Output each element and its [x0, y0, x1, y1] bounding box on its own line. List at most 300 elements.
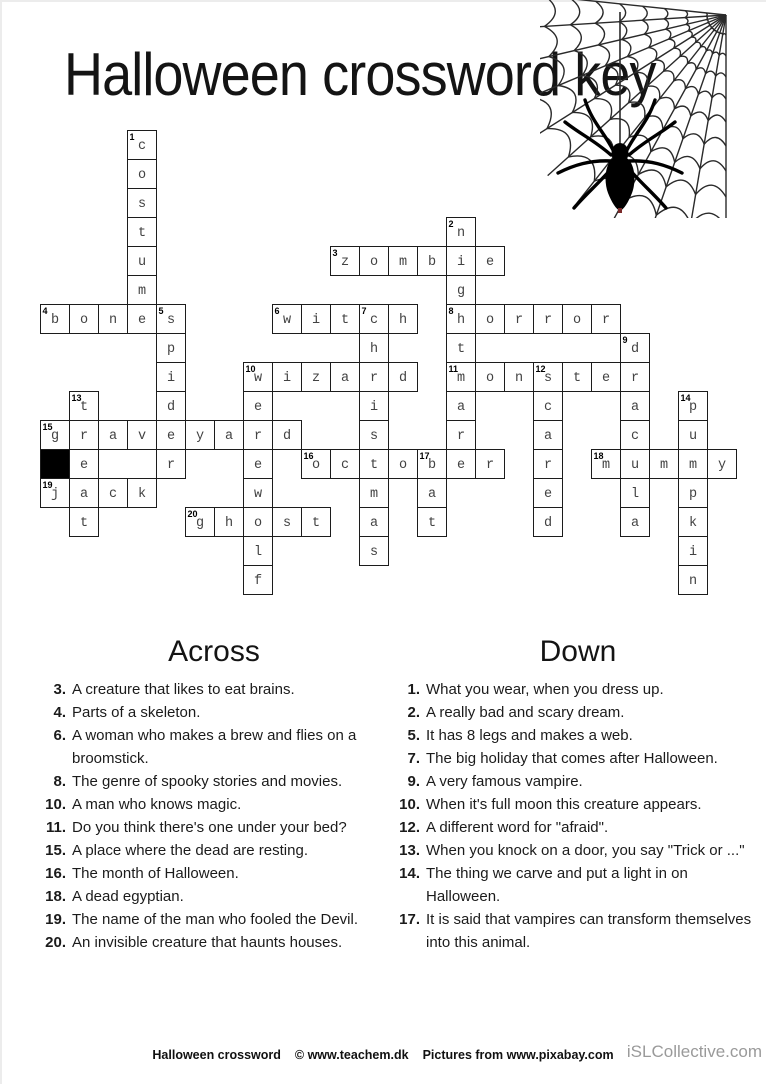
grid-cell — [475, 304, 505, 334]
across-clue-item — [38, 678, 390, 701]
cell-letter: i — [688, 545, 698, 560]
grid-cell — [40, 420, 70, 450]
cell-letter: c — [340, 458, 350, 473]
down-clue-item — [392, 839, 764, 862]
cell-letter: i — [456, 255, 466, 270]
cell-number: 19 — [42, 479, 53, 490]
cell-letter: z — [311, 371, 321, 386]
cell-letter: s — [166, 313, 176, 328]
clue-number: 18. — [45, 888, 66, 905]
clue-number: 9. — [407, 773, 420, 790]
grid-cell — [678, 420, 708, 450]
down-clue-item — [392, 678, 764, 701]
grid-cell — [156, 420, 186, 450]
grid-cell — [243, 507, 273, 537]
cell-number: 9 — [622, 334, 628, 345]
cell-number: 20 — [187, 508, 198, 519]
across-section — [38, 634, 390, 954]
cell-letter: c — [108, 487, 118, 502]
cell-letter: h — [398, 313, 408, 328]
grid-cell — [69, 391, 99, 421]
cell-letter: a — [340, 371, 350, 386]
grid-cell — [127, 478, 157, 508]
down-section — [392, 634, 764, 954]
cell-letter: d — [282, 429, 292, 444]
grid-cell — [272, 362, 302, 392]
clue-text: Parts of a skeleton. — [72, 704, 201, 721]
grid-cell — [127, 420, 157, 450]
grid-cell — [359, 362, 389, 392]
grid-cell — [678, 565, 708, 595]
clue-text: The big holiday that comes after Halloween. — [426, 750, 718, 767]
down-clue-item — [392, 724, 764, 747]
grid-cell — [678, 391, 708, 421]
clue-number: 5. — [407, 727, 420, 744]
grid-cell — [475, 246, 505, 276]
grid-cell — [446, 304, 476, 334]
cell-number: 15 — [42, 421, 53, 432]
down-clue-item — [392, 862, 764, 908]
cell-letter: m — [137, 284, 147, 299]
cell-letter: o — [79, 313, 89, 328]
grid-cell — [359, 391, 389, 421]
cell-letter: o — [398, 458, 408, 473]
across-clue-item — [38, 931, 390, 954]
grid-cell — [620, 420, 650, 450]
grid-cell — [446, 420, 476, 450]
cell-letter: e — [485, 255, 495, 270]
cell-letter: b — [427, 458, 437, 473]
cell-number: 16 — [303, 450, 314, 461]
across-clue-item — [38, 908, 390, 931]
cell-letter: a — [456, 400, 466, 415]
cell-letter: a — [224, 429, 234, 444]
grid-cell — [127, 246, 157, 276]
across-clue-item — [38, 839, 390, 862]
cell-letter: u — [688, 429, 698, 444]
grid-cell — [330, 362, 360, 392]
grid-cell — [185, 507, 215, 537]
grid-cell — [388, 362, 418, 392]
clue-number: 17. — [399, 911, 420, 928]
cell-letter: t — [79, 516, 89, 531]
grid-cell — [620, 507, 650, 537]
cell-letter: r — [543, 313, 553, 328]
grid-cell — [649, 449, 679, 479]
grid-cell — [330, 304, 360, 334]
grid-cell — [533, 507, 563, 537]
cell-letter: a — [630, 400, 640, 415]
grid-cell — [562, 304, 592, 334]
cell-letter: t — [456, 342, 466, 357]
cell-letter: w — [282, 313, 292, 328]
cell-letter: o — [253, 516, 263, 531]
clue-text: The month of Halloween. — [72, 865, 239, 882]
grid-cell — [504, 304, 534, 334]
across-clue-item — [38, 770, 390, 793]
grid-cell — [272, 507, 302, 537]
cell-letter: d — [630, 342, 640, 357]
grid-cell — [359, 420, 389, 450]
down-clue-item — [392, 770, 764, 793]
cell-letter: t — [79, 400, 89, 415]
cell-letter: p — [166, 342, 176, 357]
crossword-grid — [40, 130, 740, 596]
cell-letter: o — [572, 313, 582, 328]
cell-letter: u — [630, 458, 640, 473]
cell-number: 8 — [448, 305, 454, 316]
cell-letter: n — [456, 226, 466, 241]
grid-cell — [504, 362, 534, 392]
across-clue-item — [38, 862, 390, 885]
cell-letter: o — [369, 255, 379, 270]
grid-cell — [620, 391, 650, 421]
clue-number: 20. — [45, 934, 66, 951]
grid-cell — [533, 478, 563, 508]
grid-cell — [446, 362, 476, 392]
clue-text: The thing we carve and put a light in on Halloween. — [426, 865, 688, 905]
cell-letter: g — [195, 516, 205, 531]
cell-letter: t — [311, 516, 321, 531]
cell-letter: t — [572, 371, 582, 386]
clue-number: 13. — [399, 842, 420, 859]
grid-cell — [359, 246, 389, 276]
grid-cell — [127, 159, 157, 189]
cell-number: 6 — [274, 305, 280, 316]
cell-letter: f — [253, 574, 263, 589]
grid-cell — [243, 362, 273, 392]
cell-letter: l — [253, 545, 263, 560]
cell-letter: r — [601, 313, 611, 328]
clue-text: An invisible creature that haunts houses. — [72, 934, 343, 951]
down-clue-item — [392, 908, 764, 954]
grid-cell — [127, 188, 157, 218]
grid-cell — [591, 362, 621, 392]
clue-number: 10. — [45, 796, 66, 813]
grid-cell — [40, 478, 70, 508]
grid-cell — [533, 391, 563, 421]
grid-cell — [446, 333, 476, 363]
footer-credit: Halloween crossword — [152, 1048, 281, 1062]
cell-letter: d — [398, 371, 408, 386]
cell-number: 5 — [158, 305, 164, 316]
cell-number: 17 — [419, 450, 430, 461]
across-clue-item — [38, 724, 390, 770]
cell-letter: h — [224, 516, 234, 531]
clue-text: The genre of spooky stories and movies. — [72, 773, 343, 790]
cell-letter: c — [369, 313, 379, 328]
grid-cell — [156, 333, 186, 363]
grid-cell — [243, 478, 273, 508]
cell-letter: r — [253, 429, 263, 444]
grid-cell — [98, 420, 128, 450]
grid-cell — [533, 420, 563, 450]
cell-letter: p — [688, 487, 698, 502]
cell-letter: e — [253, 400, 263, 415]
grid-cell — [301, 507, 331, 537]
footer-credit: © www.teachem.dk — [294, 1048, 409, 1062]
cell-letter: u — [137, 255, 147, 270]
grid-cell — [69, 420, 99, 450]
grid-cell — [243, 449, 273, 479]
grid-cell — [243, 420, 273, 450]
cell-letter: g — [50, 429, 60, 444]
cell-letter: c — [543, 400, 553, 415]
grid-cell — [69, 478, 99, 508]
grid-cell — [678, 449, 708, 479]
cell-letter: w — [253, 487, 263, 502]
cell-number: 4 — [42, 305, 48, 316]
grid-cell — [678, 507, 708, 537]
cell-letter: o — [485, 371, 495, 386]
clue-number: 11. — [45, 819, 66, 836]
cell-letter: e — [253, 458, 263, 473]
down-clue-item — [392, 793, 764, 816]
clue-text: Do you think there's one under your bed? — [72, 819, 347, 836]
clue-text: A different word for "afraid". — [426, 819, 609, 836]
cell-letter: i — [311, 313, 321, 328]
grid-cell — [127, 304, 157, 334]
grid-cell — [388, 246, 418, 276]
cell-letter: o — [485, 313, 495, 328]
cell-number: 18 — [593, 450, 604, 461]
grid-cell — [127, 275, 157, 305]
grid-cell — [533, 449, 563, 479]
clue-number: 12. — [399, 819, 420, 836]
cell-letter: m — [601, 458, 611, 473]
clue-number: 4. — [53, 704, 66, 721]
cell-letter: s — [369, 545, 379, 560]
cell-number: 13 — [71, 392, 82, 403]
cell-letter: h — [369, 342, 379, 357]
page-title: Halloween crossword key — [64, 41, 656, 108]
clue-text: A woman who makes a brew and flies on a broomstick. — [72, 727, 357, 767]
grid-cell — [359, 478, 389, 508]
clue-number: 10. — [399, 796, 420, 813]
clue-number: 2. — [407, 704, 420, 721]
cell-letter: r — [79, 429, 89, 444]
cell-letter: g — [456, 284, 466, 299]
cell-letter: v — [137, 429, 147, 444]
cell-letter: c — [630, 429, 640, 444]
grid-cell — [214, 507, 244, 537]
grid-cell — [562, 362, 592, 392]
cell-letter: r — [543, 458, 553, 473]
grid-cell — [243, 565, 273, 595]
clue-text: A very famous vampire. — [426, 773, 583, 790]
cell-letter: m — [369, 487, 379, 502]
black-cell — [40, 449, 70, 479]
cell-letter: t — [137, 226, 147, 241]
grid-cell — [127, 130, 157, 160]
cell-letter: r — [514, 313, 524, 328]
cell-letter: c — [137, 139, 147, 154]
cell-letter: a — [630, 516, 640, 531]
grid-cell — [591, 304, 621, 334]
grid-cell — [127, 217, 157, 247]
cell-letter: n — [108, 313, 118, 328]
grid-cell — [243, 536, 273, 566]
grid-cell — [707, 449, 737, 479]
cell-letter: i — [282, 371, 292, 386]
grid-cell — [417, 478, 447, 508]
grid-cell — [40, 304, 70, 334]
grid-cell — [359, 536, 389, 566]
grid-cell — [301, 362, 331, 392]
grid-cell — [359, 304, 389, 334]
grid-cell — [69, 304, 99, 334]
across-clue-item — [38, 701, 390, 724]
cell-letter: o — [311, 458, 321, 473]
cell-letter: k — [688, 516, 698, 531]
grid-cell — [243, 391, 273, 421]
cell-letter: t — [427, 516, 437, 531]
grid-cell — [156, 362, 186, 392]
grid-cell — [301, 449, 331, 479]
cell-letter: r — [166, 458, 176, 473]
cell-number: 10 — [245, 363, 256, 374]
grid-cell — [475, 449, 505, 479]
cell-letter: s — [282, 516, 292, 531]
cell-letter: b — [427, 255, 437, 270]
clue-text: What you wear, when you dress up. — [426, 681, 664, 698]
grid-cell — [446, 391, 476, 421]
grid-cell — [388, 304, 418, 334]
clue-number: 6. — [53, 727, 66, 744]
clue-text: A really bad and scary dream. — [426, 704, 625, 721]
cell-letter: r — [485, 458, 495, 473]
clue-number: 7. — [407, 750, 420, 767]
grid-cell — [446, 275, 476, 305]
cell-letter: e — [601, 371, 611, 386]
down-clue-list — [392, 678, 764, 954]
cell-number: 14 — [680, 392, 691, 403]
cell-letter: m — [688, 458, 698, 473]
across-heading: Across — [168, 635, 260, 668]
grid-cell — [620, 333, 650, 363]
clue-text: A man who knows magic. — [72, 796, 242, 813]
cell-letter: h — [456, 313, 466, 328]
across-clue-list — [38, 678, 390, 954]
grid-cell — [417, 507, 447, 537]
grid-cell — [330, 246, 360, 276]
clue-number: 19. — [45, 911, 66, 928]
clue-number: 8. — [53, 773, 66, 790]
cell-letter: t — [340, 313, 350, 328]
grid-cell — [388, 449, 418, 479]
cell-letter: e — [137, 313, 147, 328]
clue-number: 16. — [45, 865, 66, 882]
cell-letter: d — [543, 516, 553, 531]
grid-cell — [417, 246, 447, 276]
cell-letter: i — [166, 371, 176, 386]
cell-letter: d — [166, 400, 176, 415]
cell-letter: e — [543, 487, 553, 502]
clue-text: It has 8 legs and makes a web. — [426, 727, 633, 744]
cell-letter: k — [137, 487, 147, 502]
clue-number: 15. — [45, 842, 66, 859]
cell-letter: y — [195, 429, 205, 444]
cell-letter: t — [369, 458, 379, 473]
cell-letter: r — [456, 429, 466, 444]
clue-text: When you knock on a door, you say "Trick or ..." — [426, 842, 745, 859]
grid-cell — [533, 304, 563, 334]
down-clue-item — [392, 747, 764, 770]
watermark: iSLCollective.com — [626, 1042, 762, 1061]
grid-cell — [330, 449, 360, 479]
grid-cell — [359, 507, 389, 537]
grid-cell — [446, 449, 476, 479]
cell-letter: r — [369, 371, 379, 386]
cell-number: 12 — [535, 363, 546, 374]
grid-cell — [678, 478, 708, 508]
cell-letter: e — [456, 458, 466, 473]
cell-letter: e — [166, 429, 176, 444]
cell-letter: j — [50, 487, 60, 502]
cell-letter: i — [369, 400, 379, 415]
footer-credit: Pictures from www.pixabay.com — [422, 1048, 614, 1062]
cell-letter: m — [398, 255, 408, 270]
cell-letter: s — [137, 197, 147, 212]
cell-letter: n — [688, 574, 698, 589]
clue-number: 14. — [399, 865, 420, 882]
cell-letter: b — [50, 313, 60, 328]
cell-number: 2 — [448, 218, 454, 229]
grid-cell — [272, 420, 302, 450]
grid-cell — [98, 478, 128, 508]
grid-cell — [156, 449, 186, 479]
grid-cell — [98, 304, 128, 334]
clue-text: A place where the dead are resting. — [72, 842, 308, 859]
cell-letter: y — [717, 458, 727, 473]
cell-letter: l — [630, 487, 640, 502]
grid-cell — [214, 420, 244, 450]
grid-cell — [156, 304, 186, 334]
grid-cell — [446, 217, 476, 247]
cell-number: 11 — [448, 363, 459, 374]
down-clue-item — [392, 816, 764, 839]
cell-letter: a — [369, 516, 379, 531]
grid-cell — [272, 304, 302, 334]
cell-letter: m — [659, 458, 669, 473]
clue-number: 3. — [53, 681, 66, 698]
cell-letter: a — [79, 487, 89, 502]
grid-cell — [533, 362, 563, 392]
cell-letter: s — [369, 429, 379, 444]
cell-number: 1 — [129, 131, 135, 142]
grid-cell — [417, 449, 447, 479]
grid-cell — [69, 449, 99, 479]
grid-cell — [185, 420, 215, 450]
grid-cell — [156, 391, 186, 421]
across-clue-item — [38, 793, 390, 816]
cell-letter: a — [543, 429, 553, 444]
cell-letter: m — [456, 371, 466, 386]
clue-text: When it's full moon this creature appears. — [426, 796, 702, 813]
cell-letter: w — [253, 371, 263, 386]
clue-number: 1. — [407, 681, 420, 698]
grid-cell — [620, 449, 650, 479]
cell-letter: a — [427, 487, 437, 502]
cell-number: 7 — [361, 305, 367, 316]
cell-letter: e — [79, 458, 89, 473]
cell-letter: p — [688, 400, 698, 415]
down-clue-item — [392, 701, 764, 724]
cell-letter: s — [543, 371, 553, 386]
grid-cell — [359, 333, 389, 363]
clue-text: The name of the man who fooled the Devil. — [72, 911, 358, 928]
grid-cell — [591, 449, 621, 479]
